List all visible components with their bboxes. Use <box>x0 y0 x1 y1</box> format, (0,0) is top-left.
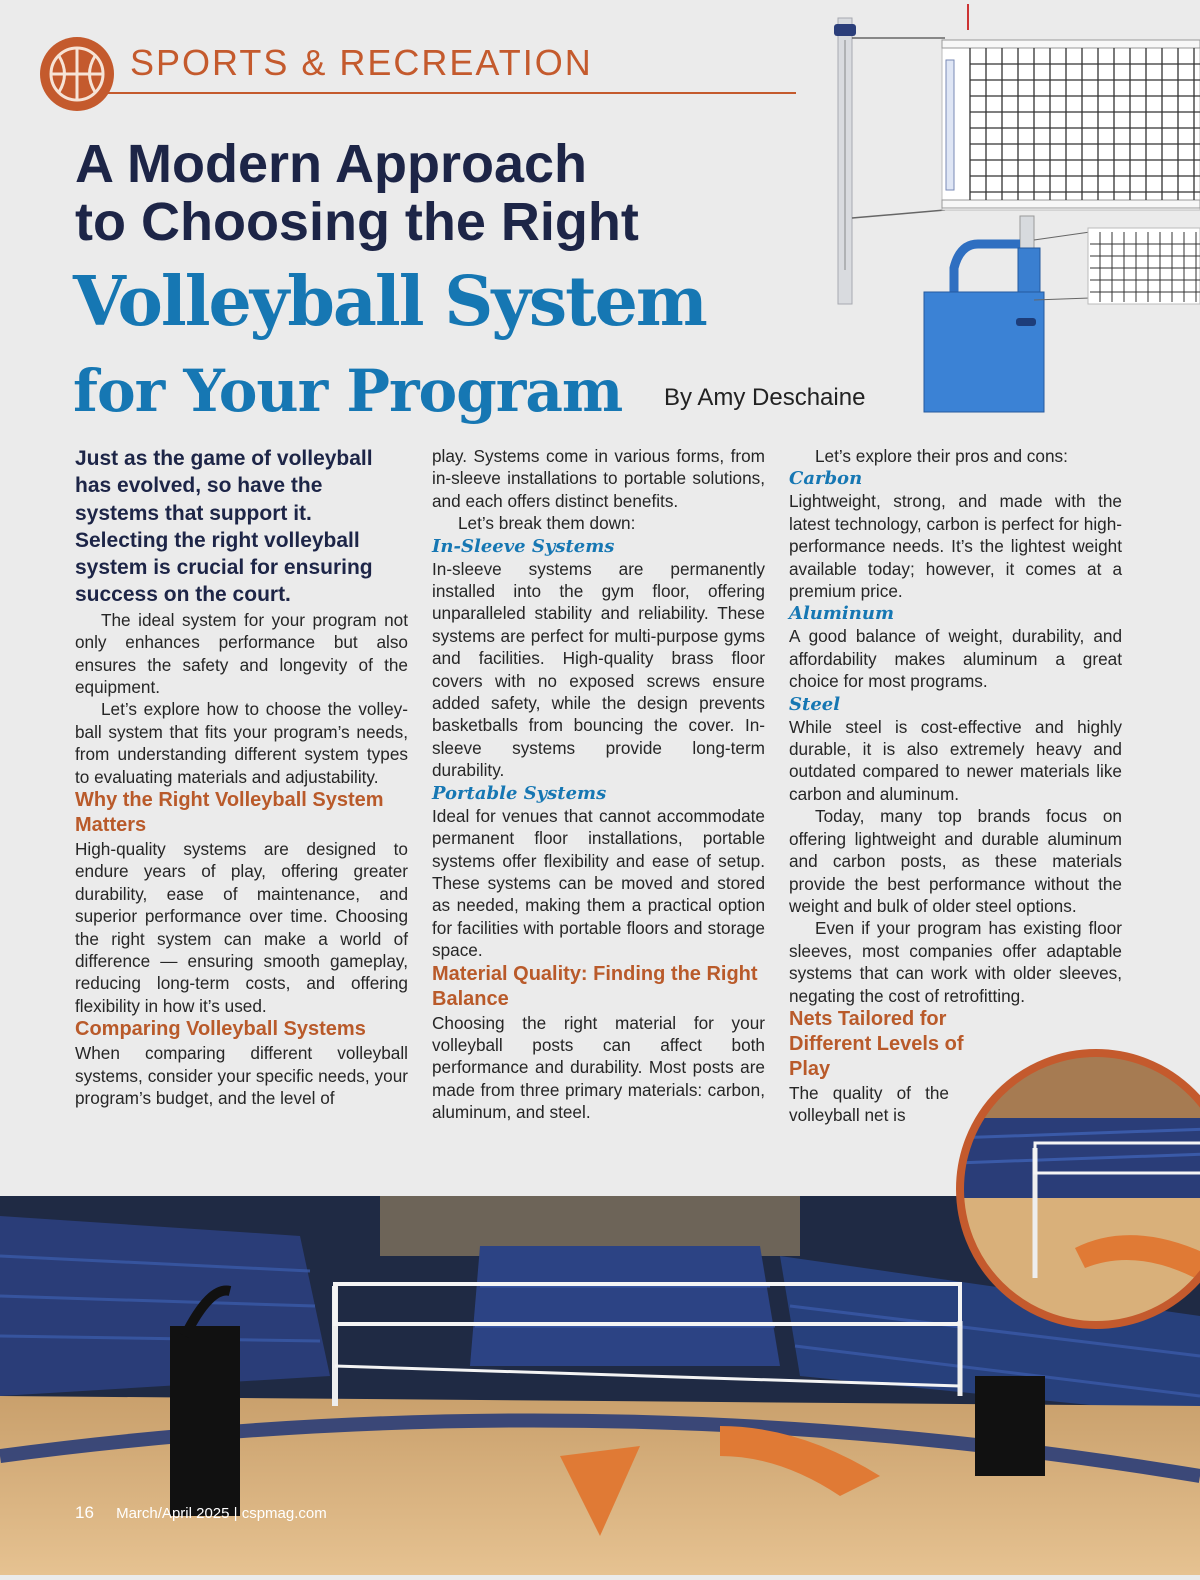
subheading: Carbon <box>789 468 863 490</box>
section-label: SPORTS & RECREATION <box>130 42 593 83</box>
page-number: 16 <box>75 1503 94 1522</box>
title-line-2: to Choosing the Right <box>75 192 639 252</box>
section-divider <box>108 92 796 94</box>
body-paragraph: In-sleeve systems are permanently installed into the gym floor, offering unparalleled stability and reliability. These systems are perfect for multi-purpose gyms and facilities. High-quality brass floor covers with no exposed screws ensure added safety, while the design prevents basketballs from bouncing the cover. In-sleeve systems provide long-term durability. <box>432 558 765 781</box>
inset-net-photo <box>955 1048 1200 1330</box>
issue-info: March/April 2025 | cspmag.com <box>116 1505 327 1522</box>
body-paragraph: Let’s explore how to choose the volley-ball system that fits your program’s needs, from understanding different system types to evaluating materials and adjustability. <box>75 699 408 787</box>
body-paragraph: Lightweight, strong, and made with the latest technology, carbon is perfect for high-performance needs. It’s the lightest weight available today; however, it comes at a premium price. <box>789 491 1122 602</box>
subheading: Why the Right Volleyball System Matters <box>75 789 384 837</box>
title-line-4: for Your Program <box>73 357 623 425</box>
body-paragraph: Today, many top brands focus on offering lightweight and durable aluminum and carbon posts, as these materials provide the best performance without the weight and bulk of older steel options. <box>789 806 1122 916</box>
byline: By Amy Deschaine <box>664 384 866 411</box>
body-paragraph: The quality of the volleyball net is <box>789 1082 949 1126</box>
basketball-icon <box>40 37 114 111</box>
body-paragraph: While steel is cost-effective and highly durable, it is also extremely heavy and outdated compared to newer materials like carbon and aluminum. <box>789 716 1122 804</box>
lead-paragraph: Just as the game of volleyball has evolved, so have the systems that support it. Selecting the right volleyball system is crucial for ensuring success on the court. <box>75 447 373 607</box>
body-paragraph: A good balance of weight, durability, and affordability makes aluminum a great choice for most programs. <box>789 626 1122 692</box>
subheading: Aluminum <box>789 603 894 625</box>
subheading: Nets Tailored for Different Levels of Play <box>789 1007 964 1080</box>
body-paragraph: The ideal system for your program not only enhances performance but also ensures the safety and longevity of the equipment. <box>75 609 408 697</box>
body-paragraph: High-quality systems are designed to endure years of play, offering greater durability, ease of maintenance, and superior performance over time. Choosing the right system can make a world of difference — ensuring smooth gameplay, reducing long-term costs, and offering flexibility in how it’s used. <box>75 839 408 1016</box>
subheading: Material Quality: Finding the Right Balance <box>432 962 758 1010</box>
body-paragraph: play. Systems come in various forms, from in-sleeve installations to portable solutions, and each offers distinct benefits. <box>432 446 765 511</box>
subheading: In-Sleeve Systems <box>432 535 615 557</box>
body-paragraph: Ideal for venues that cannot accommodate permanent floor installations, portable systems offer flexibility and ease of setup. These systems can be moved and stored as needed, making them a practical option for facilities with portable floors and storage space. <box>432 805 765 961</box>
body-paragraph: When comparing different volleyball systems, consider your specific needs, your program’s budget, and the level of <box>75 1043 408 1109</box>
article-column-1 <box>75 445 408 1110</box>
page-footer <box>75 1503 327 1523</box>
body-paragraph: Let’s break them down: <box>458 513 636 534</box>
subheading: Comparing Volleyball Systems <box>75 1018 366 1041</box>
article-column-3 <box>789 445 1122 1127</box>
body-paragraph: Let’s explore their pros and cons: <box>815 446 1068 466</box>
subheading: Portable Systems <box>432 782 607 804</box>
title-line-1: A Modern Approach <box>75 134 587 194</box>
body-paragraph: Choosing the right material for your volleyball posts can affect both performance and durability. Most posts are made from three primary materials: carbon, aluminum, and steel. <box>432 1012 765 1123</box>
body-paragraph: Even if your program has existing floor sleeves, most companies offer adaptable systems that can work with older sleeves, negating the cost of retrofitting. <box>789 918 1122 1006</box>
volleyball-system-product-image <box>820 0 1200 420</box>
article-column-2 <box>432 445 765 1124</box>
subheading: Steel <box>789 693 841 715</box>
title-line-3: Volleyball System <box>73 262 706 342</box>
